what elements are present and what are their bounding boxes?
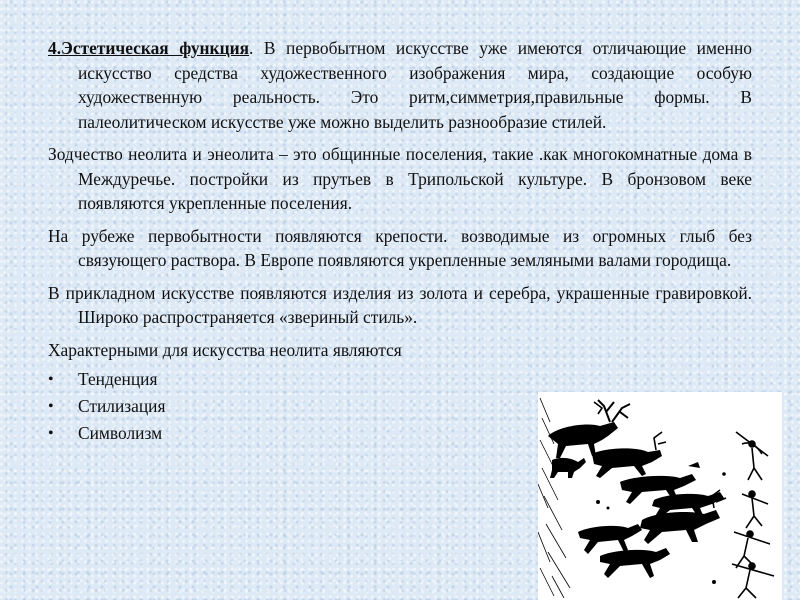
hunter-figure	[736, 432, 768, 480]
deer-figure	[550, 458, 586, 478]
list-intro: Характерными для искусства неолита являются	[48, 339, 402, 360]
bullet-icon: •	[48, 371, 54, 388]
slide-text	[48, 36, 752, 447]
deer-figure	[578, 524, 642, 554]
hunter-figure	[732, 563, 774, 598]
bullet-icon: •	[48, 425, 54, 442]
bullet-icon: •	[48, 398, 54, 415]
list-item	[48, 366, 752, 393]
list-item-label: Тенденция	[78, 369, 158, 389]
cave-painting-image	[538, 392, 782, 600]
paragraph-applied-art: В прикладном искусстве появляются изделия из золота и серебра, украшенные гравировкой. Широко распространяется «звериный стиль».	[48, 282, 752, 327]
paragraph-aesthetic-text: . В первобытном искусстве уже имеются отличающие именно искусство средства художественного изображения мира, создающие особую художественную реальность. Это ритм,симметрия,правильные формы. В палеолитическом искусстве уже можно выделить разнообразие стилей.	[78, 38, 752, 132]
section-heading: 4.Эстетическая функция	[48, 38, 250, 58]
paragraph-aesthetic-function	[48, 36, 752, 134]
paragraph-architecture: Зодчество неолита и энеолита – это общинные поселения, такие .как многокомнатные дома в Междуречье. постройки из прутьев в Трипольской культуре. В бронзовом веке появляются укрепленные поселения.	[48, 144, 752, 213]
list-item-label: Стилизация	[78, 396, 166, 416]
deer-figure	[600, 548, 670, 578]
paragraph-fortresses: На рубеже первобытности появляются крепости. возводимые из огромных глыб без связующего раствора. В Европе появляются укрепленные земляными валами городища.	[48, 225, 752, 270]
hunter-figure	[742, 491, 768, 528]
cave-painting-svg	[538, 392, 782, 600]
list-item-label: Символизм	[78, 423, 163, 443]
